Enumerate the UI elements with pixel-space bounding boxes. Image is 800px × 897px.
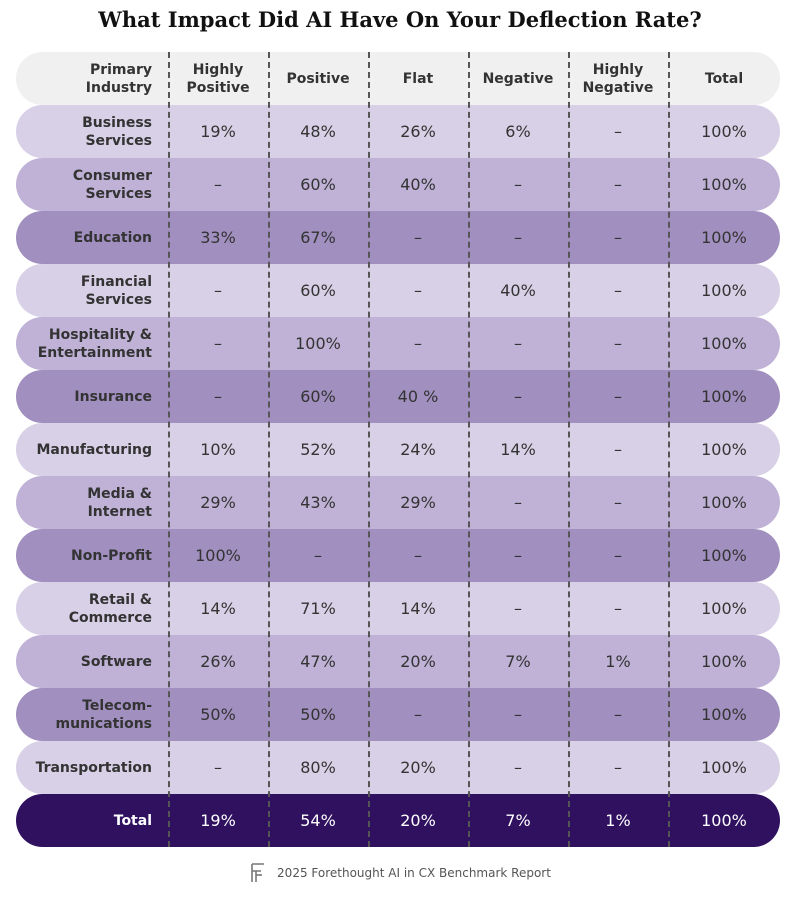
table-cell: – — [614, 599, 622, 618]
row-label: Transportation — [35, 759, 152, 776]
table-cell: 50% — [200, 705, 236, 724]
table-cell: 1% — [605, 811, 631, 830]
table-row — [16, 476, 780, 529]
table-cell: – — [514, 546, 522, 565]
table-row — [16, 529, 780, 582]
table-cell: – — [414, 228, 422, 247]
chart-title: What Impact Did AI Have On Your Deflection Rate? — [98, 7, 702, 32]
table-cell: – — [214, 175, 222, 194]
table-cell: – — [514, 228, 522, 247]
table-cell: 100% — [701, 493, 747, 512]
table-cell: – — [614, 334, 622, 353]
table-cell: 100% — [701, 281, 747, 300]
table-row — [16, 635, 780, 688]
row-label: Primary Industry — [85, 61, 152, 96]
table-cell: 14% — [500, 440, 536, 459]
table-cell: 100% — [701, 440, 747, 459]
row-label: Consumer Services — [72, 167, 152, 202]
table-cell: 10% — [200, 440, 236, 459]
table-cell: 14% — [400, 599, 436, 618]
table-cell: 100% — [701, 811, 747, 830]
table-cell: 100% — [701, 546, 747, 565]
table-cell: 29% — [200, 493, 236, 512]
table-cell: – — [414, 281, 422, 300]
table-cell: – — [514, 599, 522, 618]
table-cell: 20% — [400, 758, 436, 777]
table-cell: 100% — [701, 175, 747, 194]
table-cell: 20% — [400, 652, 436, 671]
column-divider — [568, 52, 570, 847]
table-cell: 100% — [701, 599, 747, 618]
table-row — [16, 105, 780, 158]
table-cell: – — [214, 387, 222, 406]
table-cell: – — [314, 546, 322, 565]
forethought-logo-icon — [249, 862, 267, 884]
table-cell: 1% — [605, 652, 631, 671]
table-header-row — [16, 52, 780, 105]
table-cell: 20% — [400, 811, 436, 830]
row-label: Telecom-munications — [55, 697, 152, 732]
row-label: Total — [113, 812, 152, 829]
row-label: Business Services — [82, 114, 152, 149]
table-cell: – — [614, 546, 622, 565]
table-cell: – — [514, 334, 522, 353]
table-cell: 40% — [400, 175, 436, 194]
table-cell: 7% — [505, 811, 531, 830]
column-divider — [668, 52, 670, 847]
table-cell: 6% — [505, 122, 531, 141]
table-cell: 26% — [200, 652, 236, 671]
row-label: Retail & Commerce — [68, 591, 152, 626]
table-cell: 29% — [400, 493, 436, 512]
table-cell: – — [214, 758, 222, 777]
table-row — [16, 158, 780, 211]
table-row — [16, 317, 780, 370]
table-cell: 60% — [300, 281, 336, 300]
table-row — [16, 423, 780, 476]
table-cell: – — [614, 705, 622, 724]
table-cell: Highly Positive — [186, 61, 250, 96]
table-cell: 52% — [300, 440, 336, 459]
table-cell: – — [514, 175, 522, 194]
table-cell: – — [614, 440, 622, 459]
table-cell: 100% — [701, 228, 747, 247]
table-cell: 26% — [400, 122, 436, 141]
table-cell: – — [514, 758, 522, 777]
table-cell: – — [214, 334, 222, 353]
table-cell: 100% — [701, 652, 747, 671]
row-label: Media & Internet — [87, 485, 152, 520]
table-cell: – — [614, 493, 622, 512]
table-row — [16, 741, 780, 794]
table-cell: 100% — [701, 705, 747, 724]
footer-source: 2025 Forethought AI in CX Benchmark Report — [277, 866, 551, 880]
table-cell: Flat — [402, 70, 434, 87]
column-divider — [268, 52, 270, 847]
table-cell: 80% — [300, 758, 336, 777]
row-label: Education — [73, 229, 152, 246]
table-cell: – — [614, 122, 622, 141]
results-table — [16, 52, 780, 847]
table-cell: 33% — [200, 228, 236, 247]
row-label: Insurance — [74, 388, 152, 405]
table-cell: 100% — [701, 334, 747, 353]
table-cell: – — [514, 387, 522, 406]
row-label: Manufacturing — [36, 441, 152, 458]
table-cell: 19% — [200, 122, 236, 141]
table-row — [16, 211, 780, 264]
footer — [0, 862, 800, 884]
table-cell: – — [614, 281, 622, 300]
table-cell: Total — [704, 70, 744, 87]
table-cell: 19% — [200, 811, 236, 830]
table-cell: – — [614, 228, 622, 247]
table-cell: 40% — [500, 281, 536, 300]
table-cell: 60% — [300, 175, 336, 194]
table-cell: – — [414, 705, 422, 724]
row-label: Non-Profit — [71, 547, 152, 564]
table-cell: 43% — [300, 493, 336, 512]
table-cell: 67% — [300, 228, 336, 247]
row-label: Software — [80, 653, 152, 670]
table-cell: 100% — [701, 758, 747, 777]
table-cell: 54% — [300, 811, 336, 830]
table-cell: Highly Negative — [582, 61, 654, 96]
column-divider — [468, 52, 470, 847]
column-divider — [368, 52, 370, 847]
table-cell: – — [614, 387, 622, 406]
table-cell: 24% — [400, 440, 436, 459]
column-divider — [168, 52, 170, 847]
table-cell: 100% — [701, 122, 747, 141]
table-cell: – — [414, 334, 422, 353]
table-row — [16, 264, 780, 317]
table-total-row — [16, 794, 780, 847]
table-cell: – — [614, 758, 622, 777]
table-row — [16, 370, 780, 423]
table-row — [16, 582, 780, 635]
table-cell: 100% — [195, 546, 241, 565]
row-label: Hospitality & Entertainment — [37, 326, 152, 361]
table-cell: 50% — [300, 705, 336, 724]
table-cell: 7% — [505, 652, 531, 671]
table-cell: Positive — [286, 70, 350, 87]
table-cell: – — [414, 546, 422, 565]
table-cell: 100% — [701, 387, 747, 406]
table-cell: – — [514, 493, 522, 512]
table-cell: 14% — [200, 599, 236, 618]
table-cell: Negative — [482, 70, 554, 87]
table-cell: – — [614, 175, 622, 194]
table-cell: 40 % — [397, 387, 439, 406]
row-label: Financial Services — [80, 273, 152, 308]
table-cell: – — [514, 705, 522, 724]
table-cell: 47% — [300, 652, 336, 671]
table-cell: 100% — [295, 334, 341, 353]
table-cell: 60% — [300, 387, 336, 406]
table-row — [16, 688, 780, 741]
table-cell: – — [214, 281, 222, 300]
table-cell: 48% — [300, 122, 336, 141]
table-cell: 71% — [300, 599, 336, 618]
